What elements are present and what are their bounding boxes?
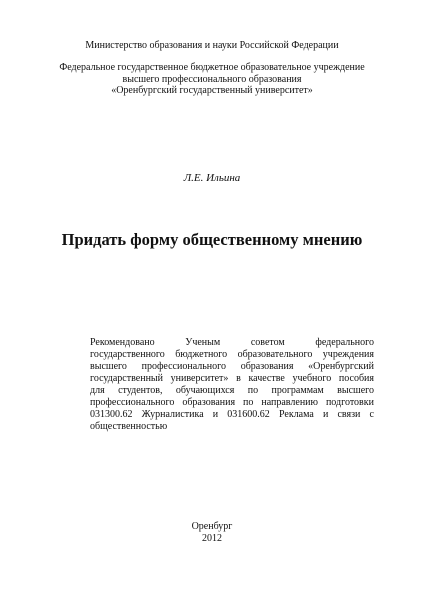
recommendation-line: общественностью bbox=[90, 421, 168, 432]
ministry-line: Министерство образования и науки Российской Федерации bbox=[85, 40, 339, 51]
institution-block bbox=[40, 62, 384, 97]
publication-city: Оренбург bbox=[191, 521, 233, 532]
recommendation-line: профессионального образования по направлению подготовки bbox=[90, 397, 374, 408]
recommendation-line: для студентов, обучающихся по программам высшего bbox=[90, 385, 374, 396]
recommendation-line: Рекомендовано Ученым советом федерального bbox=[90, 337, 374, 348]
recommendation-paragraph bbox=[90, 337, 374, 433]
institution-line: высшего профессионального образования bbox=[122, 73, 302, 85]
recommendation-line: 031300.62 Журналистика и 031600.62 Реклама и связи с bbox=[90, 409, 374, 420]
recommendation-line: государственный университет» в качестве учебного пособия bbox=[90, 373, 374, 384]
recommendation-line: высшего профессионального образования «Оренбургский bbox=[90, 361, 374, 372]
publication-year: 2012 bbox=[202, 533, 222, 544]
institution-line: Федеральное государственное бюджетное образовательное учреждение bbox=[59, 62, 365, 73]
author-name: Л.Е. Ильина bbox=[183, 172, 241, 184]
recommendation-line: государственного бюджетного образовательного учреждения bbox=[90, 349, 374, 360]
document-title: Придать форму общественному мнению bbox=[61, 230, 363, 249]
institution-line: «Оренбургский государственный университет» bbox=[111, 85, 313, 96]
